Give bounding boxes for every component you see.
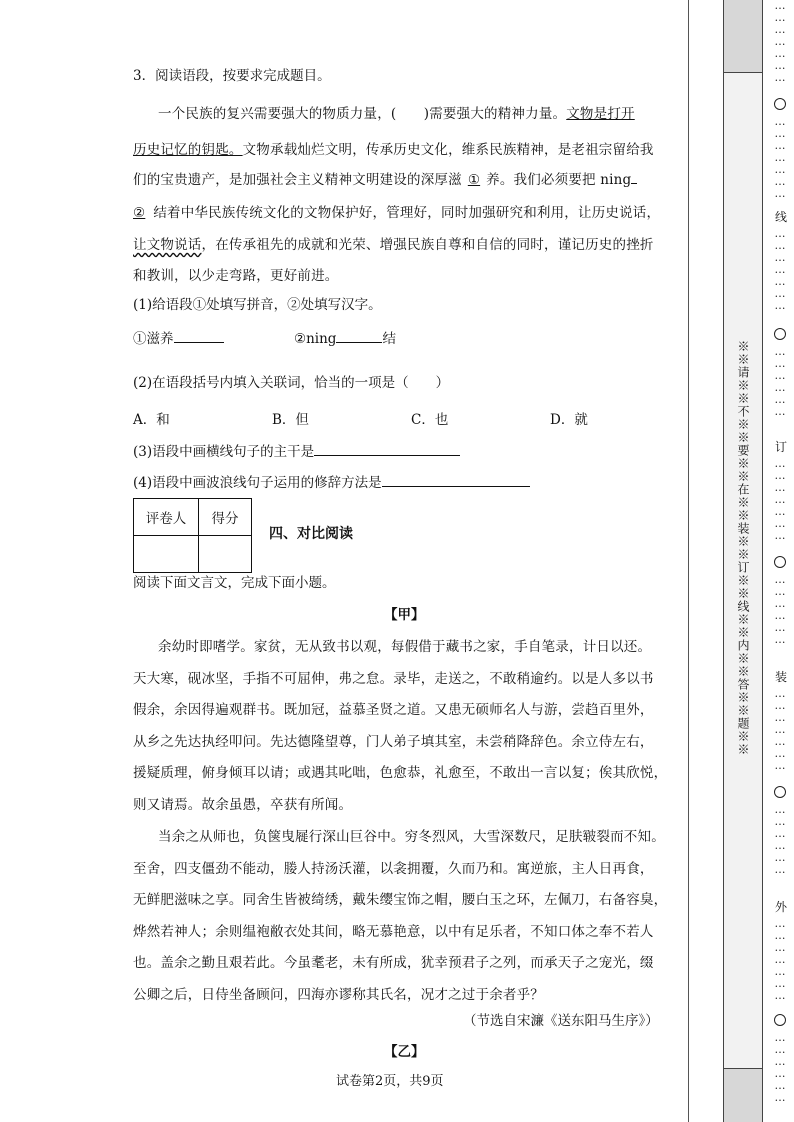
- reviewer-cell[interactable]: [134, 536, 199, 573]
- paragraph-text: 一个民族的复兴需要强大的物质力量，( )需要强大的精神力量。: [158, 106, 567, 122]
- reviewer-header: 评卷人: [134, 499, 199, 536]
- answer-blank[interactable]: [336, 328, 382, 343]
- section-title: 四、对比阅读: [269, 526, 353, 542]
- passage-line: 当余之从师也，负箧曳屣行深山巨谷中。穷冬烈风，大雪深数尺，足肤皲裂而不知。: [158, 829, 665, 845]
- answer-label: ①滋养: [133, 331, 174, 347]
- answer-row-1: [133, 328, 224, 349]
- question3-heading: 3．阅读语段，按要求完成题目。: [133, 68, 331, 84]
- blank-marker-1: ①: [467, 172, 481, 188]
- passage-label-yi: 【乙】: [384, 1044, 425, 1060]
- binding-label-outer: 外: [775, 900, 788, 914]
- question-text: (4)语段中画波浪线句子运用的修辞方法是: [133, 475, 382, 491]
- wavy-underlined-sentence: 让文物说话: [133, 237, 202, 253]
- answer-blank[interactable]: [382, 472, 530, 487]
- binding-hole-circle: [774, 786, 786, 798]
- sub-question-3: [133, 441, 460, 462]
- binding-border: [688, 0, 689, 1122]
- paragraph-line: 和教训，以少走弯路，更好前进。: [133, 268, 339, 284]
- question-text: (3)语段中画横线句子的主干是: [133, 444, 315, 460]
- passage-line: 天大寒，砚冰坚，手指不可屈伸，弗之怠。录毕，走送之，不敢稍逾约。以是人多以书: [133, 671, 654, 687]
- paragraph-line: [133, 168, 637, 188]
- binding-label-bind: 装: [775, 670, 788, 684]
- passage-line: 从乡之先达执经叩问。先达德隆望尊，门人弟子填其室，未尝稍降辞色。余立侍左右，: [133, 734, 654, 750]
- paragraph-line: [133, 201, 660, 221]
- option-c[interactable]: C．也: [411, 412, 449, 428]
- passage-label-jia: 【甲】: [384, 607, 425, 623]
- answer-blank[interactable]: [314, 441, 460, 456]
- dotted-line: … … … … … … …: [774, 917, 786, 1002]
- underlined-sentence: 历史记忆的钥匙。: [133, 142, 243, 158]
- option-a[interactable]: A．和: [133, 412, 170, 428]
- sub-question-4: [133, 472, 530, 493]
- passage-line: 余幼时即嗜学。家贫，无从致书以观，每假借于藏书之家，手自笔录，计日以还。: [158, 639, 652, 655]
- paragraph-line: [133, 233, 654, 253]
- paragraph-text: 养。我们必须要把 ning: [486, 172, 632, 188]
- dotted-line: … … … … … …: [774, 573, 786, 646]
- binding-hole-circle: [774, 556, 786, 568]
- paragraph-line: [158, 102, 635, 122]
- score-cell[interactable]: [199, 536, 252, 573]
- paragraph-text: ，在传承祖先的成就和光荣、增强民族自尊和自信的同时，谨记历史的挫折: [201, 237, 654, 253]
- dotted-line: … … … … … … …: [774, 457, 786, 542]
- paragraph-text: 们的宝贵遗产，是加强社会主义精神文明建设的深厚滋: [133, 172, 462, 188]
- answer-blank[interactable]: [174, 328, 224, 343]
- dotted-line: … … … … … … …: [774, 227, 786, 312]
- underlined-sentence: 文物是打开: [566, 106, 635, 122]
- paragraph-line: [133, 138, 654, 158]
- option-d[interactable]: D．就: [550, 412, 588, 428]
- page-footer: 试卷第2页，共9页: [336, 1074, 444, 1089]
- dotted-line: … … … … … …: [774, 803, 786, 876]
- sub-question-2: (2)在语段括号内填入关联词，恰当的一项是（ ）: [133, 375, 450, 391]
- section-intro: 阅读下面文言文，完成下面小题。: [133, 575, 336, 591]
- binding-hole-circle: [774, 98, 786, 110]
- dotted-line: … … … … … …: [774, 1031, 786, 1104]
- binding-label-line: 线: [775, 210, 788, 224]
- binding-label-order: 订: [775, 440, 788, 454]
- passage-line: 无鲜肥滋味之享。同舍生皆被绮绣，戴朱缨宝饰之帽，腰白玉之环，左佩刀，右备容臭，: [133, 892, 668, 908]
- answer-row-2: [294, 328, 396, 349]
- score-header: 得分: [199, 499, 252, 536]
- passage-source: （节选自宋濂《送东阳马生序》）: [463, 1013, 659, 1029]
- passage-line: 也。盖余之勤且艰若此。今虽耄老，未有所成，犹幸预君子之列，而承天子之宠光，缀: [133, 955, 654, 971]
- passage-line: 烨然若神人；余则缊袍敝衣处其间，略无慕艳意，以中有足乐者，不知口体之奉不若人: [133, 924, 654, 940]
- passage-line: 援疑质理，俯身倾耳以请；或遇其叱咄，色愈恭，礼愈至，不敢出一言以复；俟其欣悦，: [133, 765, 668, 781]
- binding-notice: ※※请※※不※※要※※在※※装※※订※※线※※内※※答※※题※※: [736, 340, 750, 756]
- blank-marker-2: ②: [133, 205, 146, 221]
- dotted-line: … … … … … … …: [774, 0, 786, 84]
- paragraph-text: 结着中华民族传统文化的文物保护好，管理好，同时加强研究和利用，让历史说话，: [153, 205, 661, 221]
- answer-label: ②ning: [294, 331, 337, 347]
- option-b[interactable]: B．但: [272, 412, 309, 428]
- binding-hole-circle: [774, 1014, 786, 1026]
- paragraph-text: 文物承载灿烂文明，传承历史文化，维系民族精神，是老祖宗留给我: [242, 142, 654, 158]
- dotted-line: … … … … … …: [774, 345, 786, 418]
- score-table: [133, 498, 252, 573]
- passage-line: 公卿之后，日侍坐备顾问，四海亦谬称其氏名，况才之过于余者乎？: [133, 987, 544, 1003]
- passage-line: 至舍，四支僵劲不能动，媵人持汤沃灌，以衾拥覆，久而乃和。寓逆旅，主人日再食，: [133, 861, 654, 877]
- answer-label: 结: [382, 331, 396, 347]
- passage-line: 假余，余因得遍观群书。既加冠，益慕圣贤之道。又患无硕师名人与游，尝趋百里外，: [133, 702, 654, 718]
- dotted-line: … … … … … … …: [774, 115, 786, 200]
- blank-line: [631, 169, 637, 184]
- binding-hole-circle: [774, 328, 786, 340]
- sub-question-1: (1)给语段①处填写拼音，②处填写汉字。: [133, 297, 382, 313]
- dotted-line: … … … … … … …: [774, 687, 786, 772]
- passage-line: 则又请焉。故余虽愚，卒获有所闻。: [133, 797, 353, 813]
